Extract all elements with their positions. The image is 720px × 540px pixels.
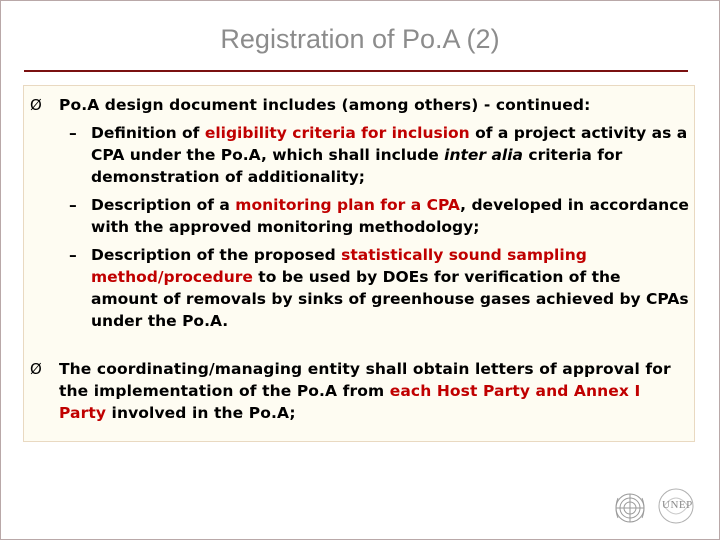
sub-item-3-pre: Description of the proposed bbox=[91, 246, 342, 264]
sub-item-3-text bbox=[91, 244, 691, 332]
bullet-2-text bbox=[59, 358, 677, 424]
title-underline bbox=[24, 70, 688, 72]
bullet-1-text: Po.A design document includes (among others) - continued: bbox=[59, 96, 591, 114]
sub-item-2-post: , developed in accordance with the approved monitoring methodology; bbox=[91, 196, 689, 236]
footer-logos bbox=[612, 486, 712, 530]
sub-item-3-highlight: statistically sound sampling method/procedure bbox=[91, 246, 587, 286]
arrow-bullet-icon: Ø bbox=[30, 360, 42, 378]
sub-item-1-italic: inter alia bbox=[444, 146, 524, 164]
sub-item-2-text bbox=[91, 194, 691, 238]
bullet-2-highlight: each Host Party and Annex I Party bbox=[59, 382, 641, 422]
unep-logo-text: UNEP bbox=[662, 499, 693, 511]
sub-item-1-post: of a project activity as a CPA under the Po.A, which shall include bbox=[91, 124, 688, 164]
dash-bullet-icon: – bbox=[69, 196, 77, 214]
bullet-2-post: involved in the Po.A; bbox=[106, 404, 296, 422]
sub-item-2-highlight: monitoring plan for a CPA bbox=[235, 196, 461, 214]
dash-bullet-icon: – bbox=[69, 246, 77, 264]
sub-item-1-pre: Definition of bbox=[91, 124, 205, 142]
bullet-2-pre: The coordinating/managing entity shall obtain letters of approval for the implementation of the Po.A from bbox=[59, 360, 671, 400]
sub-item-1-highlight: eligibility criteria for inclusion bbox=[204, 124, 470, 142]
content-box bbox=[23, 85, 695, 442]
arrow-bullet-icon: Ø bbox=[30, 96, 42, 114]
sub-item-2-pre: Description of a bbox=[91, 196, 236, 214]
sub-item-1-text bbox=[91, 122, 691, 188]
sub-item-1-post2: criteria for demonstration of additionality; bbox=[91, 146, 623, 186]
slide-title: Registration of Po.A (2) bbox=[220, 24, 500, 54]
dash-bullet-icon: – bbox=[69, 124, 77, 142]
sub-item-3-post: to be used by DOEs for verification of the amount of removals by sinks of greenhouse gases achieved by CPAs under the Po.A. bbox=[91, 268, 689, 330]
